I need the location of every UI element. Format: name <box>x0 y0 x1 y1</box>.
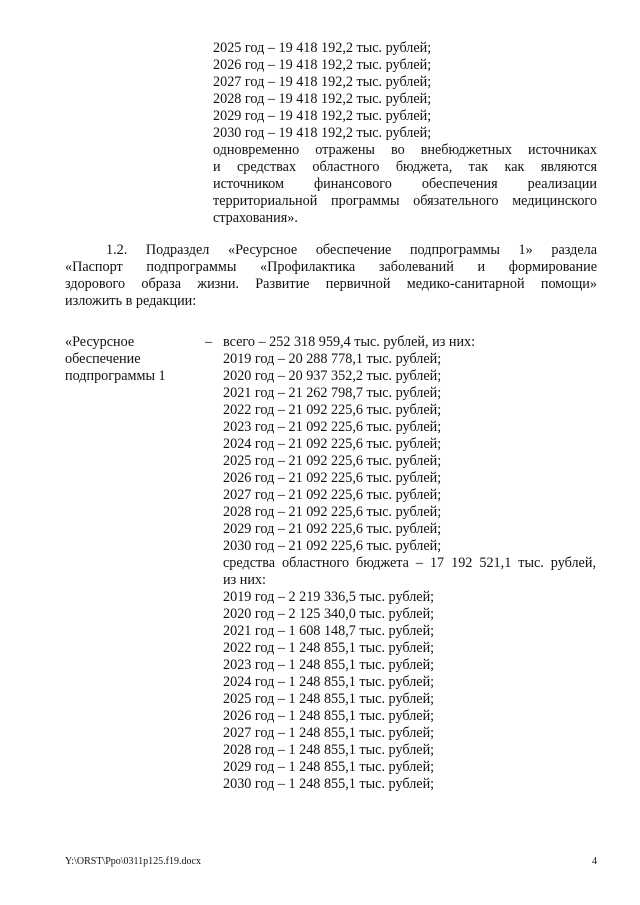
regional-year-line: 2025 год – 1 248 855,1 тыс. рублей; <box>223 691 435 707</box>
note-line: территориальной программы обязательного медицинского <box>213 193 597 209</box>
regional-budget-line: из них: <box>223 572 266 588</box>
top-year-line: 2030 год – 19 418 192,2 тыс. рублей; <box>213 125 432 141</box>
paragraph-line: изложить в редакции: <box>65 293 197 309</box>
regional-year-line: 2024 год – 1 248 855,1 тыс. рублей; <box>223 674 435 690</box>
total-year-line: 2023 год – 21 092 225,6 тыс. рублей; <box>223 419 442 435</box>
paragraph-line: здорового образа жизни. Развитие первичной медико-санитарной помощи» <box>65 276 597 292</box>
resource-label-line: обеспечение <box>65 351 141 367</box>
regional-year-line: 2019 год – 2 219 336,5 тыс. рублей; <box>223 589 435 605</box>
top-year-line: 2026 год – 19 418 192,2 тыс. рублей; <box>213 57 432 73</box>
regional-year-line: 2028 год – 1 248 855,1 тыс. рублей; <box>223 742 435 758</box>
regional-year-line: 2022 год – 1 248 855,1 тыс. рублей; <box>223 640 435 656</box>
top-year-line: 2027 год – 19 418 192,2 тыс. рублей; <box>213 74 432 90</box>
regional-year-line: 2029 год – 1 248 855,1 тыс. рублей; <box>223 759 435 775</box>
regional-year-line: 2027 год – 1 248 855,1 тыс. рублей; <box>223 725 435 741</box>
total-year-line: 2021 год – 21 262 798,7 тыс. рублей; <box>223 385 442 401</box>
regional-year-line: 2023 год – 1 248 855,1 тыс. рублей; <box>223 657 435 673</box>
top-year-line: 2025 год – 19 418 192,2 тыс. рублей; <box>213 40 432 56</box>
note-line: одновременно отражены во внебюджетных источниках <box>213 142 597 158</box>
total-year-line: 2026 год – 21 092 225,6 тыс. рублей; <box>223 470 442 486</box>
note-line: страхования». <box>213 210 298 226</box>
regional-year-line: 2030 год – 1 248 855,1 тыс. рублей; <box>223 776 435 792</box>
note-line: источником финансового обеспечения реализации <box>213 176 597 192</box>
total-year-line: 2028 год – 21 092 225,6 тыс. рублей; <box>223 504 442 520</box>
resource-label-line: подпрограммы 1 <box>65 368 166 384</box>
footer-page-number: 4 <box>592 856 597 867</box>
total-year-line: 2020 год – 20 937 352,2 тыс. рублей; <box>223 368 442 384</box>
regional-budget-line: средства областного бюджета – 17 192 521,1 тыс. рублей, <box>223 555 596 571</box>
top-year-line: 2029 год – 19 418 192,2 тыс. рублей; <box>213 108 432 124</box>
resource-separator-dash: – <box>205 334 213 350</box>
total-line: всего – 252 318 959,4 тыс. рублей, из них: <box>223 334 476 350</box>
total-year-line: 2027 год – 21 092 225,6 тыс. рублей; <box>223 487 442 503</box>
footer-file-path: Y:\ORST\Ppo\0311p125.f19.docx <box>65 856 201 867</box>
top-year-line: 2028 год – 19 418 192,2 тыс. рублей; <box>213 91 432 107</box>
total-year-line: 2022 год – 21 092 225,6 тыс. рублей; <box>223 402 442 418</box>
total-year-line: 2029 год – 21 092 225,6 тыс. рублей; <box>223 521 442 537</box>
total-year-line: 2024 год – 21 092 225,6 тыс. рублей; <box>223 436 442 452</box>
paragraph-line: «Паспорт подпрограммы «Профилактика заболеваний и формирование <box>65 259 597 275</box>
regional-year-line: 2026 год – 1 248 855,1 тыс. рублей; <box>223 708 435 724</box>
resource-label-line: «Ресурсное <box>65 334 135 350</box>
regional-year-line: 2021 год – 1 608 148,7 тыс. рублей; <box>223 623 435 639</box>
total-year-line: 2019 год – 20 288 778,1 тыс. рублей; <box>223 351 442 367</box>
paragraph-line: 1.2. Подраздел «Ресурсное обеспечение подпрограммы 1» раздела <box>106 242 597 258</box>
total-year-line: 2025 год – 21 092 225,6 тыс. рублей; <box>223 453 442 469</box>
total-year-line: 2030 год – 21 092 225,6 тыс. рублей; <box>223 538 442 554</box>
regional-year-line: 2020 год – 2 125 340,0 тыс. рублей; <box>223 606 435 622</box>
note-line: и средствах областного бюджета, так как являются <box>213 159 597 175</box>
